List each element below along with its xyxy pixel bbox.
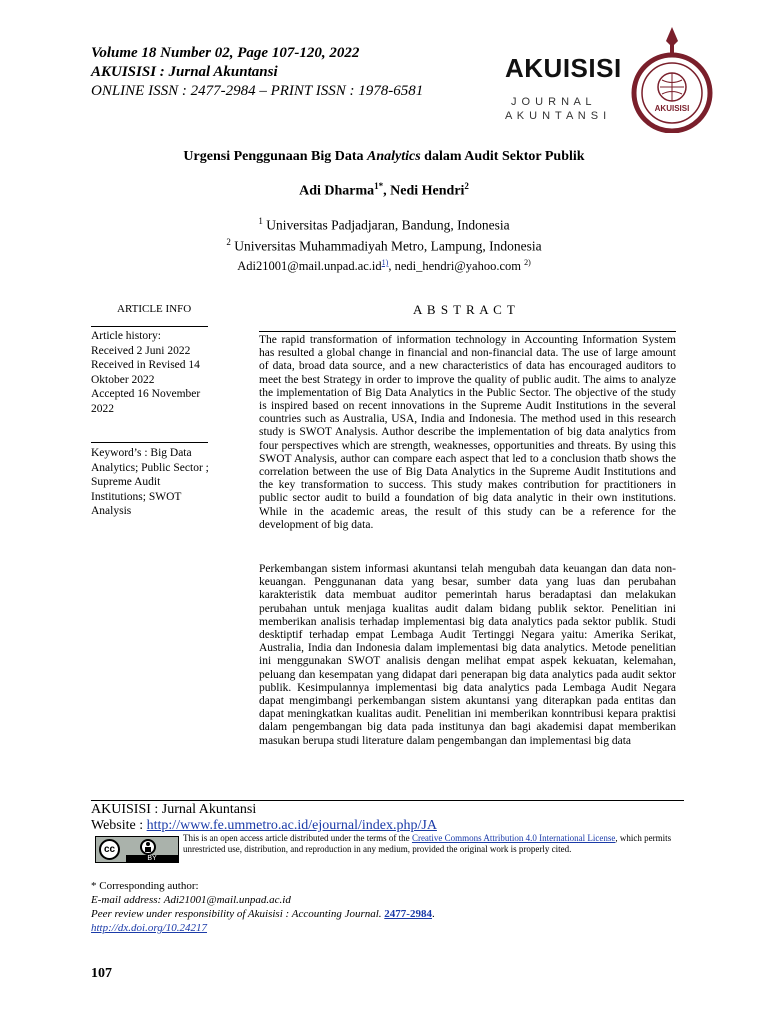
footer-website: Website : http://www.fe.ummetro.ac.id/ejournal/index.php/JA	[91, 818, 437, 833]
by-label: BY	[126, 855, 178, 863]
keywords-rule	[91, 442, 208, 443]
logo-sub-akuntansi: A K U N T A N S I	[505, 110, 608, 122]
journal-seal	[628, 25, 716, 133]
article-info-heading: ARTICLE INFO	[117, 303, 192, 315]
volume-line: Volume 18 Number 02, Page 107-120, 2022	[91, 45, 360, 61]
issn-link[interactable]: 2477-2984	[384, 908, 432, 920]
footer-journal: AKUISISI : Jurnal Akuntansi	[91, 802, 257, 817]
keywords: Keyword’s : Big Data Analytics; Public Sector ; Supreme Audit Institutions; SWOT Analysis	[91, 447, 209, 517]
page-number: 107	[91, 966, 112, 981]
logo-sub-journal: J O U R N A L	[511, 96, 593, 108]
abstract-rule	[259, 331, 676, 332]
author-2: Nedi Hendri	[390, 183, 465, 199]
logo-name: AKUISISI	[505, 53, 622, 83]
author-1: Adi Dharma	[299, 183, 375, 199]
affiliation-1: $^1$ Universitas Padjadjaran, Bandung, Indonesia	[258, 216, 510, 233]
author-emails: $Adi21001@mail.unpad.ac.id^{1)}$, nedi_hendri@yahoo.com $^{2)}$	[237, 258, 531, 274]
website-link[interactable]: http://www.fe.ummetro.ac.id/ejournal/index.php/JA	[146, 818, 437, 833]
corresponding-label: * Corresponding author:	[91, 880, 199, 892]
affiliation-2: $^2$ Universitas Muhammadiyah Metro, Lampung, Indonesia	[226, 236, 542, 253]
article-history: Article history: Received 2 Juni 2022 Received in Revised 14 Oktober 2022 Accepted 16 November 2022	[91, 330, 201, 415]
license-text: This is an open access article distributed under the terms of the Creative Commons Attribution 4.0 International License, which permits unrestricted use, distribution, and reproduction in any medium, provided the original work is properly cited.	[183, 833, 672, 854]
email-ref-link[interactable]: 1)	[381, 258, 389, 267]
seal-icon	[628, 25, 716, 133]
cc-badge[interactable]	[95, 836, 179, 863]
abstract-heading: A B S T R A C T	[413, 302, 516, 317]
issn-line: ONLINE ISSN : 2477-2984 – PRINT ISSN : 1978-6581	[91, 83, 424, 99]
doi-link[interactable]: http://dx.doi.org/10.24217	[91, 922, 208, 934]
affiliations	[0, 213, 768, 275]
correspondence: * Corresponding author: E-mail address: Adi21001@mail.unpad.ac.id Peer review under responsibility of Akuisisi : Accounting Journal. 2477-2984. http://dx.doi.org/10.24217	[91, 879, 651, 935]
corresponding-email: E-mail address: Adi21001@mail.unpad.ac.id	[91, 894, 291, 906]
article-info-rule	[91, 326, 208, 327]
authors: Adi Dharma$^{1*}$, Nedi Hendri$^2$	[299, 181, 469, 199]
journal-header	[91, 44, 471, 101]
footer-rule	[91, 800, 684, 801]
by-person-icon	[140, 839, 156, 855]
cc-icon: cc	[99, 839, 120, 860]
paper-title: Urgensi Penggunaan Big Data Analytics dalam Audit Sektor Publik	[183, 149, 585, 164]
abstract-english: The rapid transformation of information technology in Accounting Information System has resulted a global change in financial and non-financial data. The use of large amount of data, broad data source, and a new characteristics of data has encouraged auditors to meet the best Strategy in order to improve the quality of public audit. The aims to analyze the implementation of Big Data Analytics in the Public Sector. The objective of the study is inspired based on recent innovations in the Supreme Audit Institutions in the several countries such as Australia, USA, India and Indonesia. The method used in this research study is SWOT Analysis. Author describe the implementation of big data analytics from four perspectives which are strength, weaknesses, opportunities and threats. By using this SWOT Analysis, author can compare each aspect that led to a conclusion thatb shows the correlation between the use of Big Data Analytics in the Supreme Audit Institutions and the key transformation to success. This study makes contribution for practitioners in public sector audit to build a foundation of big data analytic in their own institutions. While in the academic areas, the result of this study can be a reference for the development of big data.	[259, 334, 676, 531]
abstract-indonesian: Perkembangan sistem informasi akuntansi telah mengubah data keuangan dan data non-keuangan. Penggunanan data yang besar, sumber data yang luas dan perubahan karakteristik data membuat auditor pemerintah harus beradaptasi dan melakukan perubahan untuk menjaga kualitas audit dalam bidang publik sektor. Penelitian ini memberikan analisis terhadap implementasi big data analytics pada sektor publik. Studi desktiptif terhadap empat Lembaga Audit Tertinggi Negara yaitu: Amerika Serikat, Australia, India dan Indonesia dalam implementasi big data analytics. Metode penelitian ini menggunakan SWOT analisis dengan melihat empat aspek kekuatan, kelemahan, peluang dan kesempatan yang didapat dari penerapan big data analytics pada audit sektor publik. Kesimpulannya implementasi big data analytics pada Lembaga Audit Negara dapat mengimbangi perkembangan sistem akuntansi yang diterapkan pada entitas dan dapat meningkatkan kualitas audit. Penelitian ini memberikan konntribusi kepara praktisi dalam pengembangan big data pada institunya dan bagi akademisi dapat memberikan masukan berupa studi literature dalam pengembangan dan implementasi big data	[259, 563, 676, 747]
journal-logo	[505, 54, 635, 122]
journal-line: AKUISISI : Jurnal Akuntansi	[91, 64, 278, 80]
svg-text:AKUISISI: AKUISISI	[654, 104, 690, 113]
license-link[interactable]: Creative Commons Attribution 4.0 International License	[411, 833, 616, 843]
